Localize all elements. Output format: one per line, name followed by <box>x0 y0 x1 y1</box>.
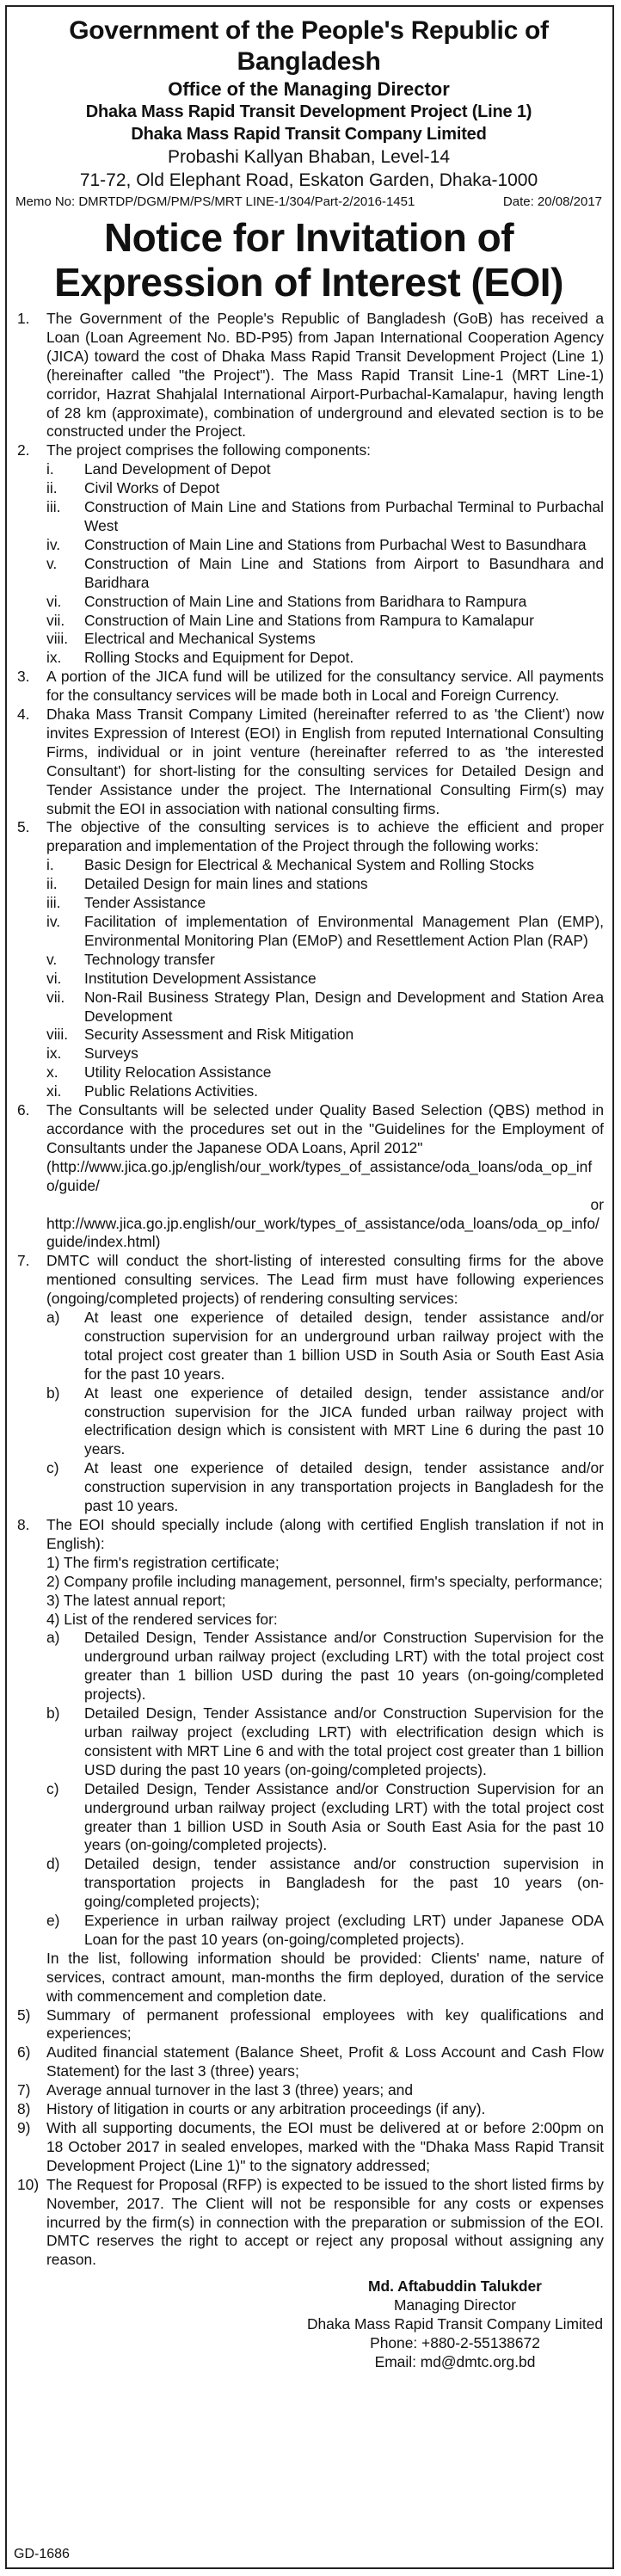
item-text: Experience in urban railway project (excluding LRT) under Japanese ODA Loan for the past 10 years (on-going/completed projects). <box>84 1912 604 1948</box>
item-text: Basic Design for Electrical & Mechanical System and Rolling Stocks <box>84 856 534 874</box>
paragraph-8 <box>14 1516 604 2006</box>
paragraph-number: 1. <box>17 310 30 327</box>
guideline-link-1[interactable]: (http://www.jica.go.jp/english/our_work/types_of_assistance/oda_loans/oda_op_info/guide/ <box>46 1157 593 1194</box>
paragraph-7 <box>14 1252 604 1516</box>
work-item <box>46 913 604 951</box>
item-number: xi. <box>46 1082 62 1100</box>
item-number: vii. <box>46 611 65 629</box>
eoi-requirements <box>46 1554 604 1630</box>
component-list <box>46 460 604 668</box>
project-name: Dhaka Mass Rapid Transit Development Project (Line 1) <box>85 102 532 121</box>
work-item <box>46 1045 604 1063</box>
item-number: vi. <box>46 969 62 987</box>
work-item <box>46 1026 604 1045</box>
memo-date: Date: 20/08/2017 <box>502 194 602 209</box>
notice-body <box>14 310 604 2270</box>
paragraph-number: 5. <box>17 818 30 836</box>
signatory-designation: Managing Director <box>393 2296 517 2314</box>
item-text: Construction of Main Line and Stations from Purbachal Terminal to Purbachal West <box>84 498 604 534</box>
paragraph-text: Dhaka Mass Transit Company Limited (hereinafter referred to as 'the Client') now invites Expression of Interest (EOI) in English from reputed International Consulting Firms, individual or in joint venture (hereinafter referred to as 'the interested Consultant') for short-listing for the consulting services for Detailed Design and Tender Assistance under the project. The International Consulting Firm(s) may submit the EOI in association with national consulting firms. <box>46 706 604 817</box>
requirement-line: 3) The latest annual report; <box>46 1591 226 1609</box>
requirement-line: 2) Company profile including management, personnel, firm's specialty, performance; <box>46 1572 603 1590</box>
item-number: 10) <box>17 2175 40 2193</box>
paragraph-text: The project comprises the following components: <box>46 441 371 459</box>
paragraph-text: A portion of the JICA fund will be utilized for the consultancy service. All payments for the consultancy services will be made both in Local and Foreign Currency. <box>46 668 604 705</box>
paragraph-number: 7. <box>17 1252 30 1270</box>
item-text: Detailed Design, Tender Assistance and/or Construction Supervision for the urban railway project (excluding LRT) with electrification design which is consistent with MRT Line 6 and with the total project cost greater than 1 billion USD during the past 10 years (on-going/completed projects). <box>84 1704 604 1778</box>
component-item <box>46 612 604 631</box>
rendered-service-item <box>46 1912 604 1950</box>
item-number: 7) <box>17 2081 31 2099</box>
work-item <box>46 875 604 894</box>
item-number: viii. <box>46 1026 69 1044</box>
item-number: 5) <box>17 2006 31 2024</box>
item-text: Construction of Main Line and Stations from Purbachal West to Basundhara <box>84 535 587 553</box>
component-item <box>46 630 604 649</box>
list-note: In the list, following information should be provided: Clients' name, nature of services, contract amount, man-months the firm deployed, duration of the service with commencement and completion date. <box>46 1949 604 2005</box>
requirement-item <box>14 2100 604 2119</box>
signatory-name: Md. Aftabuddin Talukder <box>368 2277 542 2296</box>
item-number: 8) <box>17 2100 31 2118</box>
item-text: Security Assessment and Risk Mitigation <box>84 1026 354 1044</box>
component-item <box>46 479 604 498</box>
paragraph-4 <box>14 706 604 818</box>
work-item <box>46 856 604 875</box>
item-text: Average annual turnover in the last 3 (three) years; and <box>46 2081 414 2099</box>
signature-block <box>306 2277 604 2371</box>
paragraph-text: The Consultants will be selected under Quality Based Selection (QBS) method in accordance with the procedures set out in the "Guidelines for the Employment of Consultants under the Japanese ODA Loans, April 2012" <box>46 1101 604 1156</box>
item-number: iv. <box>46 913 61 930</box>
item-text: Electrical and Mechanical Systems <box>84 630 316 648</box>
item-text: Detailed design, tender assistance and/or construction supervision in transportation projects in Bangladesh for the past 10 years (on-going/completed projects); <box>84 1855 604 1911</box>
item-number: e) <box>46 1912 60 1930</box>
item-text: Civil Works of Depot <box>84 479 220 497</box>
component-item <box>46 498 604 536</box>
experience-item <box>46 1459 604 1516</box>
paragraph-text: The EOI should specially include (along with certified English translation if not in English): <box>46 1516 604 1552</box>
item-text: Construction of Main Line and Stations from Airport to Basundhara and Baridhara <box>84 554 604 591</box>
item-text: History of litigation in courts or any arbitration proceedings (if any). <box>46 2100 486 2118</box>
item-number: ix. <box>46 1045 62 1063</box>
item-number: 9) <box>17 2119 31 2136</box>
item-number: x. <box>46 1063 58 1082</box>
item-number: v. <box>46 554 58 572</box>
office-name: Office of the Managing Director <box>168 78 450 100</box>
item-number: ii. <box>46 875 58 893</box>
experience-item <box>46 1384 604 1460</box>
requirement-line: 1) The firm's registration certificate; <box>46 1553 280 1571</box>
item-text: Utility Relocation Assistance <box>84 1063 272 1082</box>
item-text: Institution Development Assistance <box>84 969 317 987</box>
component-item <box>46 593 604 612</box>
memo-number: Memo No: DMRTDP/DGM/PM/PS/MRT LINE-1/304/Part-2/2016-1451 <box>15 194 415 209</box>
requirement-item <box>14 2119 604 2176</box>
item-number: i. <box>46 856 54 874</box>
paragraph-1 <box>14 310 604 441</box>
item-number: a) <box>46 1309 60 1327</box>
item-number: 6) <box>17 2043 31 2061</box>
item-text: Facilitation of implementation of Environmental Management Plan (EMP), Environmental Monitoring Plan (EMoP) and Resettlement Action Plan (RAP) <box>84 913 604 949</box>
signatory-phone: Phone: +880-2-55138672 <box>370 2334 540 2352</box>
item-text: Construction of Main Line and Stations from Rampura to Kamalapur <box>84 611 534 629</box>
item-number: ix. <box>46 649 62 667</box>
item-number: a) <box>46 1629 60 1647</box>
rendered-service-item <box>46 1780 604 1856</box>
guideline-link-2[interactable]: http://www.jica.go.jp.english/our_work/types_of_assistance/oda_loans/oda_op_info/guide/index.html) <box>46 1214 599 1251</box>
item-text: Summary of permanent professional employees with key qualifications and experiences; <box>46 2006 604 2043</box>
building-name: Probashi Kallyan Bhaban, Level-14 <box>167 147 451 167</box>
item-text: Detailed Design, Tender Assistance and/or Construction Supervision for an underground urban railway project (excluding LRT) with the total project cost greater than 1 billion USD in South Asia or South East Asia for the past 10 years (on-going/completed projects). <box>84 1779 604 1854</box>
item-number: b) <box>46 1704 60 1722</box>
item-text: The Request for Proposal (RFP) is expected to be issued to the short listed firms by November, 2017. The Client will not be responsible for any costs or expenses incurred by the firm(s) in connection with the preparation or submission of the EOI. DMTC reserves the right to accept or reject any proposal without assigning any reason. <box>46 2175 604 2269</box>
paragraph-text: The Government of the People's Republic of Bangladesh (GoB) has received a Loan (Loan Agreement No. BD-P95) from Japan International Cooperation Agency (JICA) toward the cost of Dhaka Mass Rapid Transit Development Project (Line 1) (hereinafter called "the Project"). The Mass Rapid Transit Line-1 (MRT Line-1) corridor, Hazrat Shahjalal International Airport-Purbachal-Kamalapur, having length of 28 km (approximate), combination of underground and elevated section is to be constructed under the Project. <box>46 310 604 441</box>
item-number: c) <box>46 1779 59 1797</box>
item-number: i. <box>46 460 54 478</box>
item-number: vi. <box>46 592 62 610</box>
component-item <box>46 536 604 555</box>
item-text: Construction of Main Line and Stations from Baridhara to Rampura <box>84 592 527 610</box>
street-address: 71-72, Old Elephant Road, Eskaton Garden, Dhaka-1000 <box>79 170 538 190</box>
experience-list <box>46 1309 604 1516</box>
requirement-item <box>14 2176 604 2271</box>
item-text: Land Development of Depot <box>84 460 271 478</box>
item-text: Detailed Design, Tender Assistance and/or Construction Supervision for the underground urban railway project (excluding LRT) with the total project cost greater than 1 billion USD during the past 10 years (on-going/completed projects). <box>84 1629 604 1704</box>
item-text: Rolling Stocks and Equipment for Depot. <box>84 649 354 667</box>
requirement-line: 4) List of the rendered services for: <box>46 1610 278 1628</box>
item-text: Technology transfer <box>84 950 215 968</box>
paragraph-text: The objective of the consulting services is to achieve the efficient and proper preparation and implementation of the Project through the following works: <box>46 818 604 855</box>
component-item <box>46 649 604 668</box>
government-name: Government of the People's Republic of Bangladesh <box>69 16 549 76</box>
item-text: Detailed Design for main lines and stations <box>84 875 368 893</box>
rendered-service-item <box>46 1855 604 1912</box>
item-number: iii. <box>46 498 61 516</box>
paragraph-3 <box>14 668 604 706</box>
work-item <box>46 989 604 1026</box>
item-text: Non-Rail Business Strategy Plan, Design and Development and Station Area Development <box>84 988 604 1025</box>
work-item <box>46 1082 604 1101</box>
item-number: b) <box>46 1384 60 1402</box>
item-text: With all supporting documents, the EOI must be delivered at or before 2:00pm on 18 October 2017 in sealed envelopes, marked with the "Dhaka Mass Rapid Transit Development Project (Line 1)" to the signatory addressed; <box>46 2119 604 2174</box>
item-text: Tender Assistance <box>84 894 206 912</box>
paragraph-number: 6. <box>17 1101 30 1119</box>
notice-title: Notice for Invitation of Expression of Interest (EOI) <box>54 215 563 305</box>
item-text: Audited financial statement (Balance Sheet, Profit & Loss Account and Cash Flow Statement) for the last 3 (three) years; <box>46 2043 604 2080</box>
company-name: Dhaka Mass Rapid Transit Company Limited <box>131 125 487 144</box>
work-item <box>46 894 604 913</box>
or-text: or <box>590 1195 604 1213</box>
item-number: iii. <box>46 894 61 912</box>
signatory-company: Dhaka Mass Rapid Transit Company Limited <box>306 2315 604 2333</box>
requirement-item <box>14 2043 604 2081</box>
paragraph-number: 2. <box>17 441 30 459</box>
item-text: At least one experience of detailed design, tender assistance and/or construction supervision in any transportation projects in Bangladesh for the past 10 years. <box>84 1459 604 1515</box>
item-number: v. <box>46 950 58 968</box>
letterhead <box>14 15 604 192</box>
item-text: Surveys <box>84 1045 138 1063</box>
notice-page <box>5 5 614 2569</box>
item-text: Public Relations Activities. <box>84 1082 259 1100</box>
item-number: vii. <box>46 988 65 1006</box>
requirement-item <box>14 2081 604 2100</box>
signatory-email[interactable]: Email: md@dmtc.org.bd <box>374 2353 536 2371</box>
item-text: At least one experience of detailed design, tender assistance and/or construction supervision for the JICA funded urban railway project with electrification design which is consistent with MRT Line 6 during the past 10 years. <box>84 1384 604 1458</box>
item-number: c) <box>46 1459 59 1477</box>
requirement-item <box>14 2006 604 2044</box>
paragraph-5 <box>14 818 604 1101</box>
component-item <box>46 460 604 479</box>
work-item <box>46 951 604 970</box>
rendered-service-item <box>46 1629 604 1704</box>
rendered-services-list <box>46 1629 604 1949</box>
component-item <box>46 555 604 593</box>
paragraph-number: 8. <box>17 1516 30 1533</box>
paragraph-6 <box>14 1101 604 1252</box>
paragraph-number: 4. <box>17 706 30 724</box>
item-number: viii. <box>46 630 69 648</box>
paragraph-2 <box>14 441 604 668</box>
work-item <box>46 1063 604 1082</box>
paragraph-number: 3. <box>17 668 30 686</box>
item-number: ii. <box>46 479 58 497</box>
work-item <box>46 970 604 989</box>
memo-line <box>14 194 604 210</box>
item-number: iv. <box>46 535 61 553</box>
rendered-service-item <box>46 1704 604 1780</box>
advertisement-code: GD-1686 <box>14 2547 70 2561</box>
remaining-requirements <box>14 2006 604 2271</box>
experience-item <box>46 1309 604 1384</box>
paragraph-text: DMTC will conduct the short-listing of interested consulting firms for the above mentioned consulting services. The Lead firm must have following experiences (ongoing/completed projects) of rendering consulting services: <box>46 1252 604 1308</box>
item-number: d) <box>46 1855 60 1873</box>
works-list <box>46 856 604 1101</box>
item-text: At least one experience of detailed design, tender assistance and/or construction supervision for an underground urban railway project with the total project cost greater than 1 billion USD in South Asia or South East Asia for the past 10 years. <box>84 1309 604 1383</box>
